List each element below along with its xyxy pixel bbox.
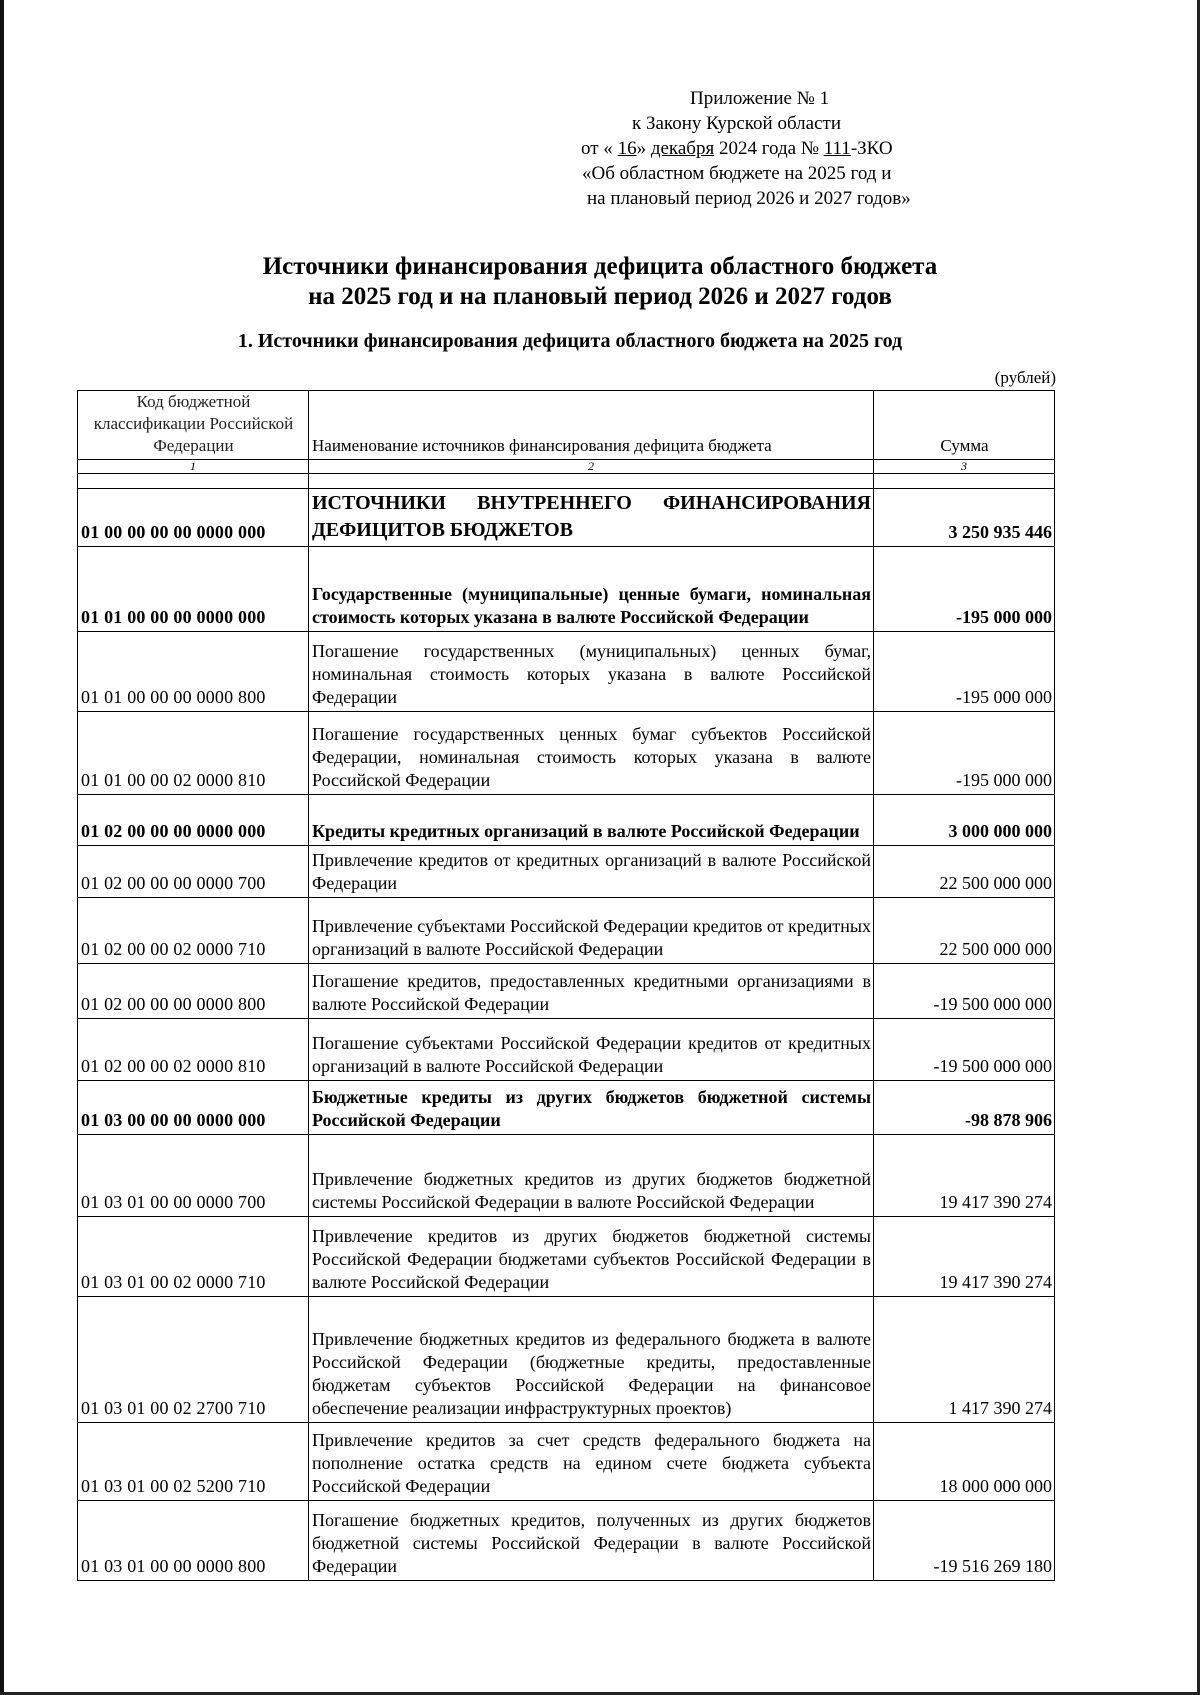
table-row	[78, 795, 1055, 846]
row-amount: -19 516 269 180	[874, 1501, 1055, 1581]
row-amount: -19 500 000 000	[874, 1019, 1055, 1081]
column-number: 1	[78, 460, 309, 474]
table-row	[78, 1081, 1055, 1135]
table-row	[78, 547, 1055, 632]
row-code: 01 02 00 00 00 0000 800	[78, 964, 309, 1019]
appendix-date: от « 16» декабря 2024 года № 111-ЗКО	[581, 138, 893, 159]
title-line-2: на 2025 год и на плановый период 2026 и 2027 годов	[308, 283, 892, 310]
table-spacer-row	[78, 474, 1055, 489]
row-name: Погашение субъектами Российской Федерации кредитов от кредитных организаций в валюте Российской Федерации	[309, 1019, 874, 1081]
row-code: 01 03 01 00 02 0000 710	[78, 1217, 309, 1297]
row-code: 01 03 01 00 02 5200 710	[78, 1423, 309, 1501]
appendix-law-number: 111	[823, 138, 851, 159]
row-code: 01 01 00 00 00 0000 000	[78, 547, 309, 632]
row-amount: 18 000 000 000	[874, 1423, 1055, 1501]
row-amount: 19 417 390 274	[874, 1135, 1055, 1217]
title-line-1: Источники финансирования дефицита областного бюджета	[262, 253, 938, 280]
table-row	[78, 964, 1055, 1019]
row-amount: -195 000 000	[874, 632, 1055, 712]
row-code: 01 02 00 00 02 0000 710	[78, 898, 309, 964]
row-amount: -19 500 000 000	[874, 964, 1055, 1019]
table-row	[78, 712, 1055, 795]
row-name: Погашение государственных ценных бумаг субъектов Российской Федерации, номинальная стоимость которых указана в валюте Российской Федерации	[309, 712, 874, 795]
table-row	[78, 1423, 1055, 1501]
appendix-law: к Закону Курской области	[632, 113, 841, 134]
column-number-row	[78, 460, 1055, 474]
appendix-month: декабря	[650, 138, 715, 159]
row-code: 01 00 00 00 00 0000 000	[78, 489, 309, 547]
row-name: Привлечение кредитов от кредитных организаций в валюте Российской Федерации	[309, 846, 874, 898]
row-code: 01 03 00 00 00 0000 000	[78, 1081, 309, 1135]
table-row	[78, 1135, 1055, 1217]
row-amount: 22 500 000 000	[874, 846, 1055, 898]
sources-table	[77, 390, 1055, 1581]
table-row	[78, 898, 1055, 964]
appendix-day: 16	[617, 138, 637, 159]
table-row	[78, 846, 1055, 898]
row-name: Государственные (муниципальные) ценные бумаги, номинальная стоимость которых указана в валюте Российской Федерации	[309, 547, 874, 632]
row-amount: -195 000 000	[874, 547, 1055, 632]
row-code: 01 03 01 00 00 0000 700	[78, 1135, 309, 1217]
row-code: 01 02 00 00 02 0000 810	[78, 1019, 309, 1081]
row-name: Привлечение кредитов за счет средств федерального бюджета на пополнение остатка средств на едином счете бюджета субъекта Российской Федерации	[309, 1423, 874, 1501]
appendix-header	[560, 86, 980, 211]
row-code: 01 03 01 00 00 0000 800	[78, 1501, 309, 1581]
row-code: 01 01 00 00 02 0000 810	[78, 712, 309, 795]
row-name: Привлечение кредитов из других бюджетов бюджетной системы Российской Федерации бюджетами субъектов Российской Федерации в валюте Российской Федерации	[309, 1217, 874, 1297]
unit-label: (рублей)	[994, 368, 1056, 387]
row-code: 01 02 00 00 00 0000 700	[78, 846, 309, 898]
appendix-law-title-2: на плановый период 2026 и 2027 годов»	[587, 188, 911, 209]
table-row	[78, 1019, 1055, 1081]
column-number: 3	[874, 460, 1055, 474]
row-name: Привлечение бюджетных кредитов из федерального бюджета в валюте Российской Федерации (бюджетные кредиты, предоставленные бюджетам субъектов Российской Федерации на финансовое обеспечение реализации инфраструктурных проектов)	[309, 1297, 874, 1423]
row-name: Привлечение субъектами Российской Федерации кредитов от кредитных организаций в валюте Российской Федерации	[309, 898, 874, 964]
table-row	[78, 1297, 1055, 1423]
row-amount: 3 250 935 446	[874, 489, 1055, 547]
document-title	[0, 252, 1200, 312]
section-title: 1. Источники финансирования дефицита областного бюджета на 2025 год	[237, 330, 903, 352]
table-row	[78, 632, 1055, 712]
table-row	[78, 1501, 1055, 1581]
row-amount: 3 000 000 000	[874, 795, 1055, 846]
row-amount: -98 878 906	[874, 1081, 1055, 1135]
row-amount: 1 417 390 274	[874, 1297, 1055, 1423]
table-header-row	[78, 391, 1055, 460]
row-amount: -195 000 000	[874, 712, 1055, 795]
row-amount: 19 417 390 274	[874, 1217, 1055, 1297]
row-name: Кредиты кредитных организаций в валюте Российской Федерации	[309, 795, 874, 846]
row-code: 01 01 00 00 00 0000 800	[78, 632, 309, 712]
header-amount: Сумма	[874, 391, 1055, 460]
header-name: Наименование источников финансирования дефицита бюджета	[309, 391, 874, 460]
row-amount: 22 500 000 000	[874, 898, 1055, 964]
row-code: 01 03 01 00 02 2700 710	[78, 1297, 309, 1423]
appendix-number: Приложение № 1	[690, 88, 830, 109]
header-code: Код бюджетной классификации Российской Федерации	[78, 391, 309, 460]
row-name: Привлечение бюджетных кредитов из других бюджетов бюджетной системы Российской Федерации в валюте Российской Федерации	[309, 1135, 874, 1217]
table-row	[78, 1217, 1055, 1297]
row-name: Бюджетные кредиты из других бюджетов бюджетной системы Российской Федерации	[309, 1081, 874, 1135]
row-name: ИСТОЧНИКИ ВНУТРЕННЕГО ФИНАНСИРОВАНИЯ ДЕФИЦИТОВ БЮДЖЕТОВ	[309, 489, 874, 547]
column-number: 2	[309, 460, 874, 474]
table-row	[78, 489, 1055, 547]
row-name: Погашение государственных (муниципальных) ценных бумаг, номинальная стоимость которых указана в валюте Российской Федерации	[309, 632, 874, 712]
row-name: Погашение кредитов, предоставленных кредитными организациями в валюте Российской Федерации	[309, 964, 874, 1019]
appendix-law-title-1: «Об областном бюджете на 2025 год и	[582, 163, 892, 184]
row-name: Погашение бюджетных кредитов, полученных из других бюджетов бюджетной системы Российской Федерации в валюте Российской Федерации	[309, 1501, 874, 1581]
row-code: 01 02 00 00 00 0000 000	[78, 795, 309, 846]
